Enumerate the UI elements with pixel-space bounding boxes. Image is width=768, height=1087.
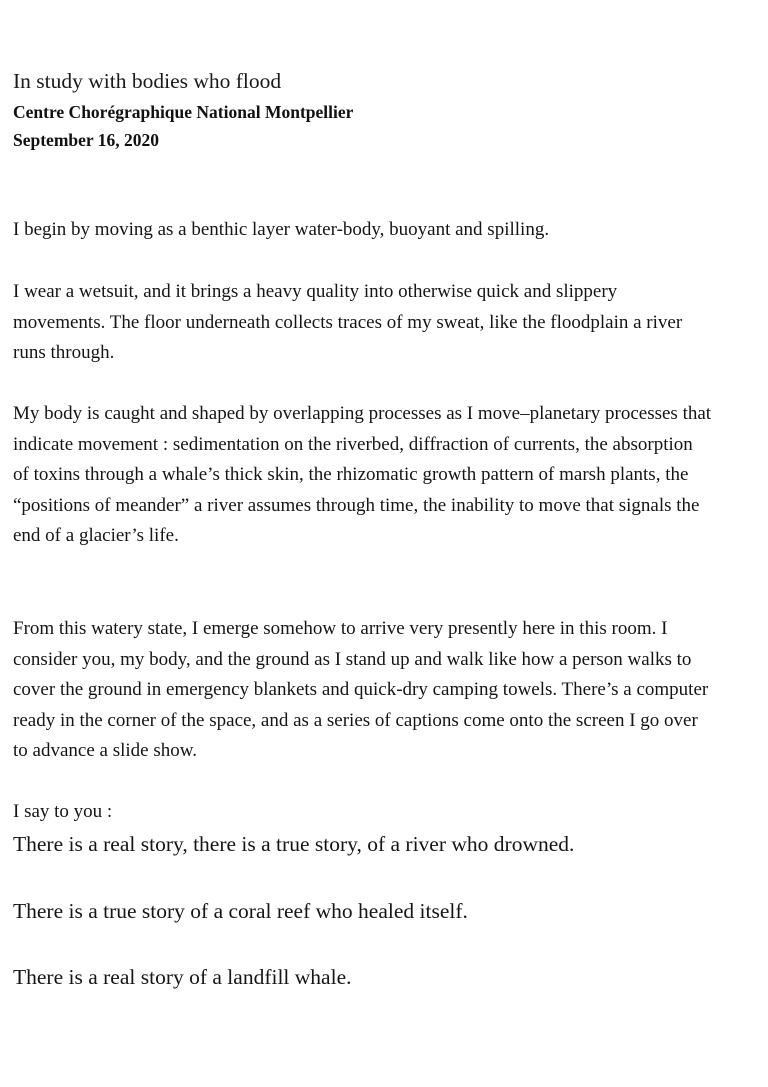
page-title: In study with bodies who flood: [13, 69, 282, 93]
story-line-2: There is a true story of a coral reef who healed itself.: [13, 899, 468, 923]
paragraph-text: I say to you :: [13, 801, 113, 822]
event-date: September 16, 2020: [13, 130, 159, 150]
paragraph-3: [13, 399, 713, 552]
paragraph-1: [13, 215, 713, 246]
paragraph-text: From this watery state, I emerge somehow to arrive very presently here in this room. I consider you, my body, and the ground as I stand up and walk like how a person walks to cover the ground in emergency blankets and quick-dry camping towels. There’s a computer ready in the corner of the space, and as a series of captions come onto the screen I go over to advance a slide show.: [13, 618, 709, 762]
paragraph-5: [13, 797, 713, 828]
paragraph-text: My body is caught and shaped by overlapping processes as I move–planetary processes that indicate movement : sedimentation on the riverbed, diffraction of currents, the absorption of toxins through a whale’s thick skin, the rhizomatic growth pattern of marsh plants, the “positions of meander” a river assumes through time, the inability to move that signals the end of a glacier’s life.: [13, 403, 712, 547]
paragraph-2: [13, 277, 713, 369]
paragraph-text: I begin by moving as a benthic layer water-body, buoyant and spilling.: [13, 219, 550, 240]
venue-name: Centre Chorégraphique National Montpellier: [13, 102, 354, 122]
story-line-1: There is a real story, there is a true story, of a river who drowned.: [13, 832, 575, 856]
paragraph-text: I wear a wetsuit, and it brings a heavy quality into otherwise quick and slippery movements. The floor underneath collects traces of my sweat, like the floodplain a river runs through.: [13, 281, 683, 364]
paragraph-4: [13, 614, 713, 767]
story-line-3: There is a real story of a landfill whale.: [13, 965, 352, 989]
